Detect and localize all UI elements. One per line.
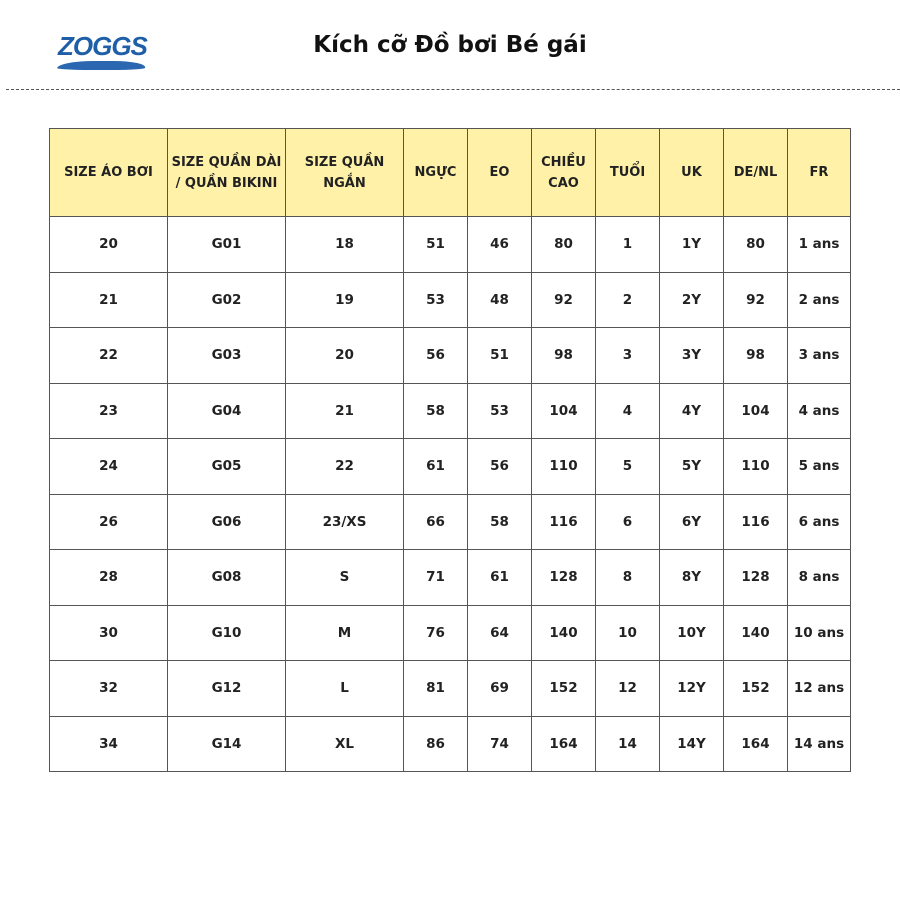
table-cell: 64 [468, 605, 532, 661]
table-row [50, 272, 851, 328]
column-header: SIZE QUẦN NGẮN [286, 129, 404, 217]
column-header: SIZE ÁO BƠI [50, 129, 168, 217]
table-cell: G01 [168, 217, 286, 273]
table-cell: 14 ans [788, 716, 851, 772]
table-cell: 152 [724, 661, 788, 717]
table-cell: 18 [286, 217, 404, 273]
table-cell: 71 [404, 550, 468, 606]
table-cell: 116 [532, 494, 596, 550]
table-cell: 28 [50, 550, 168, 606]
column-header: UK [660, 129, 724, 217]
table-cell: 152 [532, 661, 596, 717]
table-row [50, 550, 851, 606]
table-cell: 98 [724, 328, 788, 384]
table-cell: 23/XS [286, 494, 404, 550]
table-cell: S [286, 550, 404, 606]
table-cell: 12 ans [788, 661, 851, 717]
table-cell: G06 [168, 494, 286, 550]
column-header: FR [788, 129, 851, 217]
table-cell: 61 [404, 439, 468, 495]
table-cell: 2 ans [788, 272, 851, 328]
page-title: Kích cỡ Đồ bơi Bé gái [313, 32, 587, 58]
table-cell: 5 [596, 439, 660, 495]
table-cell: 8 [596, 550, 660, 606]
column-header: DE/NL [724, 129, 788, 217]
table-cell: 4 ans [788, 383, 851, 439]
column-header: EO [468, 129, 532, 217]
table-cell: G14 [168, 716, 286, 772]
table-cell: 76 [404, 605, 468, 661]
size-table [49, 128, 851, 772]
table-cell: G10 [168, 605, 286, 661]
table-cell: 20 [50, 217, 168, 273]
table-cell: G08 [168, 550, 286, 606]
table-cell: 128 [724, 550, 788, 606]
header-row [50, 129, 851, 217]
table-cell: 3 ans [788, 328, 851, 384]
table-cell: 32 [50, 661, 168, 717]
table-row [50, 439, 851, 495]
table-cell: 140 [724, 605, 788, 661]
column-header: SIZE QUẦN DÀI / QUẦN BIKINI [168, 129, 286, 217]
table-cell: 110 [532, 439, 596, 495]
table-cell: 81 [404, 661, 468, 717]
table-cell: 4Y [660, 383, 724, 439]
table-cell: 22 [50, 328, 168, 384]
table-cell: 98 [532, 328, 596, 384]
table-cell: 14 [596, 716, 660, 772]
table-cell: 3 [596, 328, 660, 384]
table-cell: 20 [286, 328, 404, 384]
table-cell: 56 [468, 439, 532, 495]
table-cell: 48 [468, 272, 532, 328]
table-cell: 80 [724, 217, 788, 273]
table-cell: 23 [50, 383, 168, 439]
table-cell: 12Y [660, 661, 724, 717]
table-cell: 1Y [660, 217, 724, 273]
table-cell: 104 [724, 383, 788, 439]
table-cell: 21 [50, 272, 168, 328]
table-row [50, 494, 851, 550]
table-cell: G12 [168, 661, 286, 717]
table-cell: 30 [50, 605, 168, 661]
table-cell: 80 [532, 217, 596, 273]
table-cell: G03 [168, 328, 286, 384]
table-cell: 140 [532, 605, 596, 661]
table-cell: 53 [404, 272, 468, 328]
logo-swoosh [56, 61, 147, 70]
column-header: TUỔI [596, 129, 660, 217]
table-cell: 51 [468, 328, 532, 384]
table-cell: 164 [724, 716, 788, 772]
table-row [50, 716, 851, 772]
table-row [50, 328, 851, 384]
table-cell: 128 [532, 550, 596, 606]
table-cell: 5Y [660, 439, 724, 495]
table-cell: 3Y [660, 328, 724, 384]
table-row [50, 217, 851, 273]
table-cell: G02 [168, 272, 286, 328]
table-cell: 53 [468, 383, 532, 439]
table-cell: 1 ans [788, 217, 851, 273]
table-cell: 69 [468, 661, 532, 717]
table-cell: 92 [724, 272, 788, 328]
table-cell: 164 [532, 716, 596, 772]
table-cell: L [286, 661, 404, 717]
column-header: NGỰC [404, 129, 468, 217]
table-cell: 110 [724, 439, 788, 495]
table-cell: 4 [596, 383, 660, 439]
table-cell: XL [286, 716, 404, 772]
table-cell: 2 [596, 272, 660, 328]
table-cell: 21 [286, 383, 404, 439]
table-cell: 58 [404, 383, 468, 439]
table-cell: 61 [468, 550, 532, 606]
table-cell: 1 [596, 217, 660, 273]
table-cell: 10 [596, 605, 660, 661]
table-cell: 8 ans [788, 550, 851, 606]
divider [6, 89, 900, 90]
table-cell: 6 ans [788, 494, 851, 550]
table-cell: 10Y [660, 605, 724, 661]
table-cell: 104 [532, 383, 596, 439]
table-cell: 19 [286, 272, 404, 328]
table-cell: 51 [404, 217, 468, 273]
zoggs-logo: ZOGGS [58, 32, 150, 76]
table-cell: 22 [286, 439, 404, 495]
table-cell: 6Y [660, 494, 724, 550]
table-cell: G04 [168, 383, 286, 439]
table-cell: 74 [468, 716, 532, 772]
table-cell: 6 [596, 494, 660, 550]
table-cell: 34 [50, 716, 168, 772]
table-cell: M [286, 605, 404, 661]
table-cell: 66 [404, 494, 468, 550]
table-cell: 8Y [660, 550, 724, 606]
table-cell: 12 [596, 661, 660, 717]
table-cell: 26 [50, 494, 168, 550]
table-cell: 5 ans [788, 439, 851, 495]
table-row [50, 605, 851, 661]
table-cell: 10 ans [788, 605, 851, 661]
table-cell: 24 [50, 439, 168, 495]
table-cell: 58 [468, 494, 532, 550]
table-cell: 14Y [660, 716, 724, 772]
table-row [50, 383, 851, 439]
table-cell: 2Y [660, 272, 724, 328]
column-header: CHIỀU CAO [532, 129, 596, 217]
table-cell: 46 [468, 217, 532, 273]
table-cell: 56 [404, 328, 468, 384]
table-cell: G05 [168, 439, 286, 495]
table-row [50, 661, 851, 717]
table-cell: 116 [724, 494, 788, 550]
table-cell: 86 [404, 716, 468, 772]
table-cell: 92 [532, 272, 596, 328]
